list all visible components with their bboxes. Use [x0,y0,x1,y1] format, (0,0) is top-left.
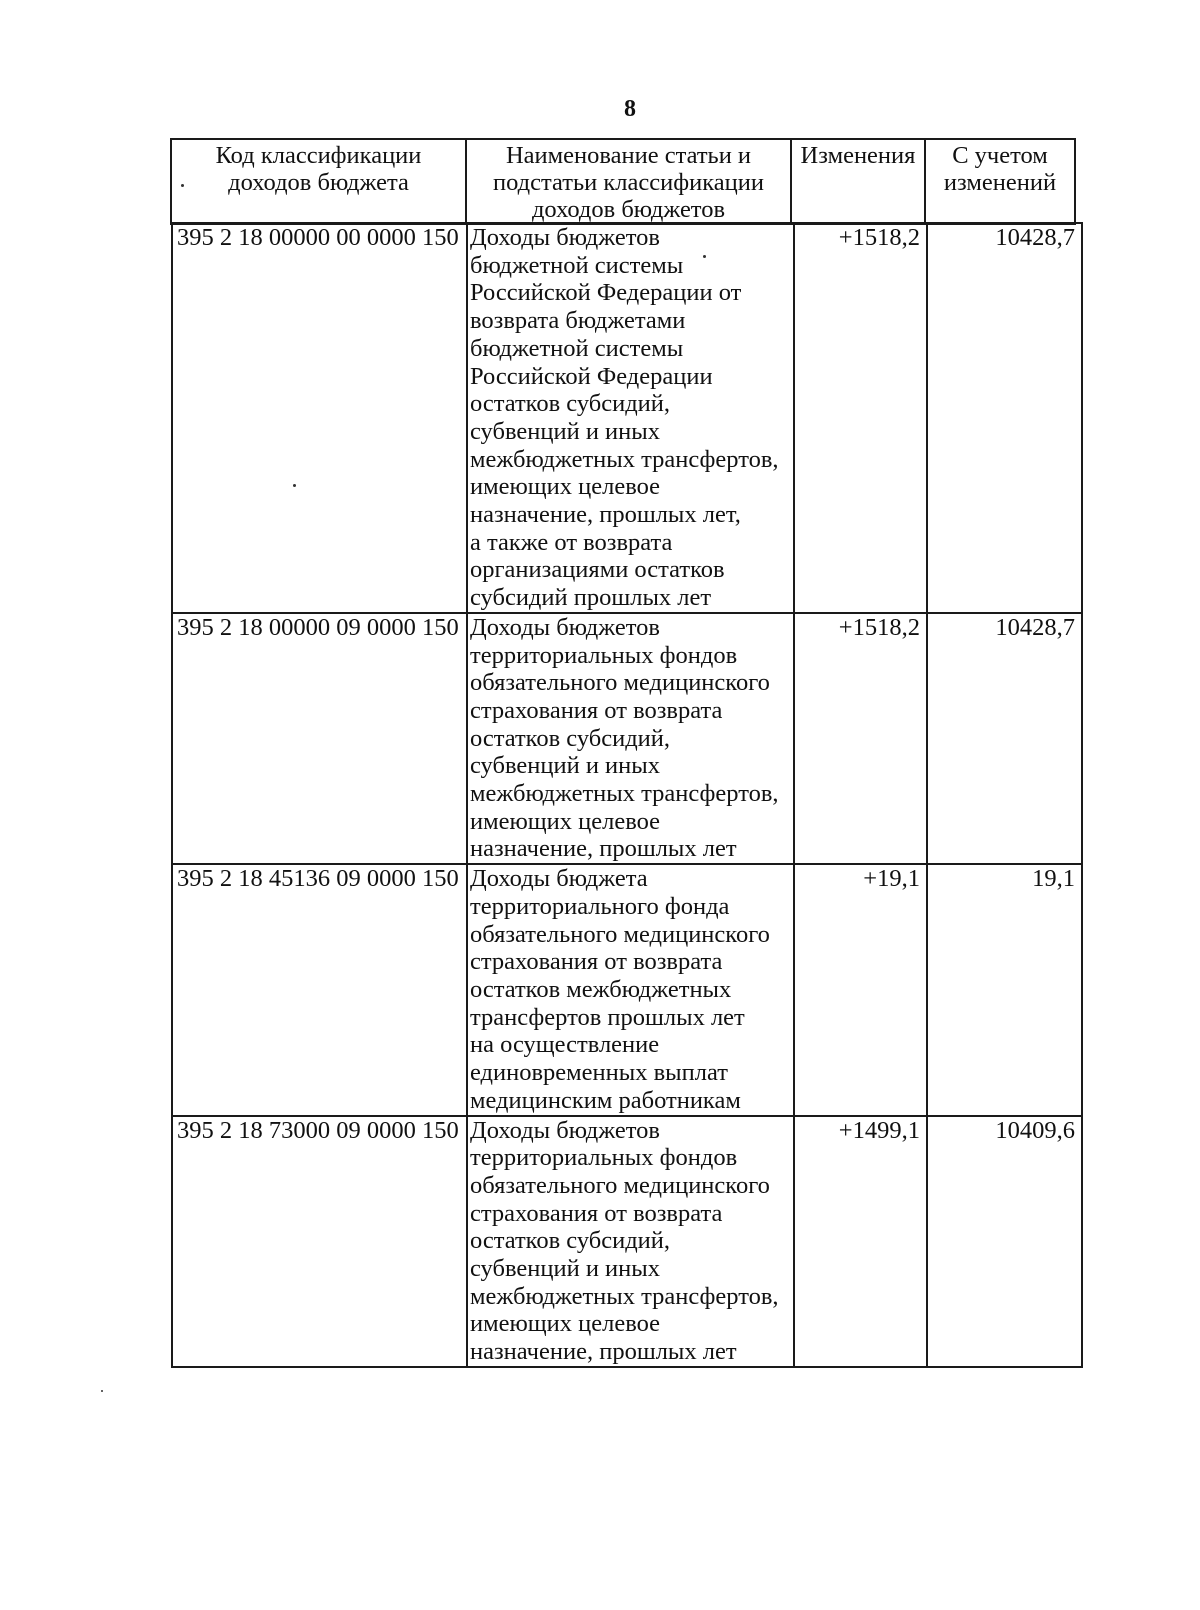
code-cell: 395 2 18 00000 00 0000 150 [172,223,467,613]
table-row [172,223,1082,613]
change-cell: +1518,2 [794,223,927,613]
name-cell: Доходы бюджетов территориальных фондов обязательного медицинского страхования от возврата остатков субсидий, субвенций и иных межбюджетных трансфертов, имеющих целевое назначение, прошлых лет [467,1116,794,1367]
name-cell: Доходы бюджетов территориальных фондов обязательного медицинского страхования от возврата остатков субсидий, субвенций и иных межбюджетных трансфертов, имеющих целевое назначение, прошлых лет [467,613,794,864]
change-cell: +1518,2 [794,613,927,864]
budget-table-header [170,138,1076,225]
header-name: Наименование статьи и подстатьи классификации доходов бюджетов [466,139,791,224]
header-row [171,139,1075,224]
page-number: 8 [624,96,636,122]
scan-speck [293,484,296,487]
scan-speck [101,1390,103,1392]
header-change: Изменения [791,139,925,224]
total-cell: 10409,6 [927,1116,1082,1367]
table-row [172,1116,1082,1367]
table-row [172,864,1082,1115]
code-cell: 395 2 18 45136 09 0000 150 [172,864,467,1115]
header-total: С учетом изменений [925,139,1075,224]
change-cell: +1499,1 [794,1116,927,1367]
name-cell: Доходы бюджета территориального фонда обязательного медицинского страхования от возврата остатков межбюджетных трансфертов прошлых лет на осуществление единовременных выплат медицинским работникам [467,864,794,1115]
scan-speck [181,184,184,187]
total-cell: 10428,7 [927,223,1082,613]
header-code: Код классификации доходов бюджета [171,139,466,224]
table-row [172,613,1082,864]
budget-table-body [171,222,1083,1368]
code-cell: 395 2 18 00000 09 0000 150 [172,613,467,864]
scan-speck [703,255,706,258]
code-cell: 395 2 18 73000 09 0000 150 [172,1116,467,1367]
total-cell: 10428,7 [927,613,1082,864]
name-cell: Доходы бюджетов бюджетной системы Российской Федерации от возврата бюджетами бюджетной системы Российской Федерации остатков субсидий, субвенций и иных межбюджетных трансфертов, имеющих целевое назначение, прошлых лет, а также от возврата организациями остатков субсидий прошлых лет [467,223,794,613]
change-cell: +19,1 [794,864,927,1115]
total-cell: 19,1 [927,864,1082,1115]
